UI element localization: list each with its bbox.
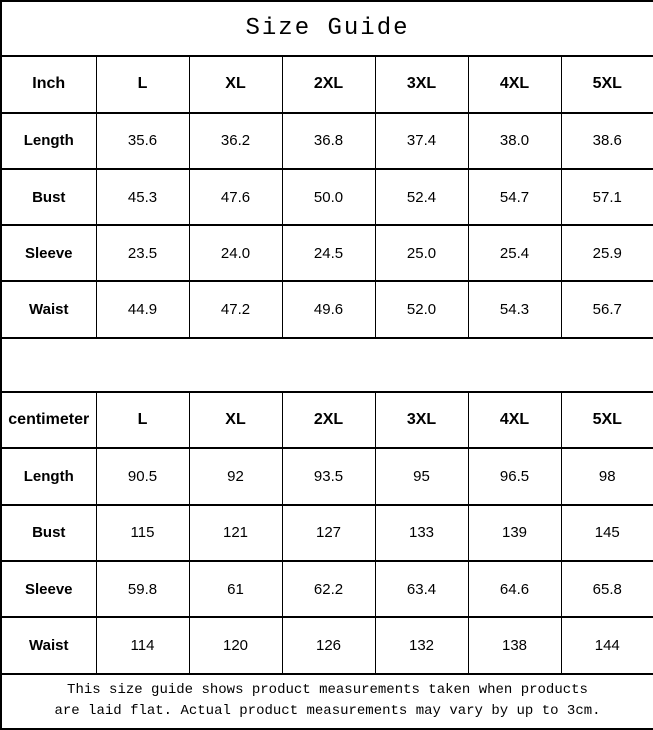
size-cell: 56.7 — [561, 281, 653, 337]
row-label: Length — [1, 448, 96, 504]
table-row — [1, 113, 653, 169]
size-header: 5XL — [561, 56, 653, 112]
table-row — [1, 561, 653, 617]
size-cell: 44.9 — [96, 281, 189, 337]
spacer-cell — [1, 338, 653, 392]
size-cell: 120 — [189, 617, 282, 673]
footer-note — [1, 674, 653, 729]
size-cell: 126 — [282, 617, 375, 673]
size-header: 4XL — [468, 56, 561, 112]
title-row — [1, 1, 653, 56]
cm-header-row — [1, 392, 653, 448]
size-cell: 25.9 — [561, 225, 653, 281]
size-cell: 115 — [96, 505, 189, 561]
size-cell: 52.0 — [375, 281, 468, 337]
size-header: 4XL — [468, 392, 561, 448]
size-header: 2XL — [282, 392, 375, 448]
unit-label-centimeter: centimeter — [1, 392, 96, 448]
table-row — [1, 505, 653, 561]
size-cell: 132 — [375, 617, 468, 673]
size-cell: 121 — [189, 505, 282, 561]
table-row — [1, 225, 653, 281]
footer-row — [1, 674, 653, 729]
size-cell: 63.4 — [375, 561, 468, 617]
size-cell: 138 — [468, 617, 561, 673]
size-cell: 52.4 — [375, 169, 468, 225]
size-cell: 96.5 — [468, 448, 561, 504]
size-cell: 65.8 — [561, 561, 653, 617]
table-row — [1, 448, 653, 504]
size-cell: 49.6 — [282, 281, 375, 337]
size-cell: 25.0 — [375, 225, 468, 281]
size-cell: 98 — [561, 448, 653, 504]
row-label: Sleeve — [1, 561, 96, 617]
row-label: Bust — [1, 505, 96, 561]
size-header: L — [96, 392, 189, 448]
size-cell: 35.6 — [96, 113, 189, 169]
size-cell: 36.2 — [189, 113, 282, 169]
size-cell: 90.5 — [96, 448, 189, 504]
size-cell: 95 — [375, 448, 468, 504]
table-row — [1, 281, 653, 337]
size-cell: 92 — [189, 448, 282, 504]
size-cell: 133 — [375, 505, 468, 561]
spacer-row — [1, 338, 653, 392]
size-header: 3XL — [375, 56, 468, 112]
size-cell: 23.5 — [96, 225, 189, 281]
size-cell: 54.7 — [468, 169, 561, 225]
footer-note-line1: This size guide shows product measurements taken when products — [67, 682, 588, 699]
size-cell: 145 — [561, 505, 653, 561]
size-header: XL — [189, 392, 282, 448]
unit-label-inch: Inch — [1, 56, 96, 112]
row-label: Waist — [1, 281, 96, 337]
size-cell: 61 — [189, 561, 282, 617]
inch-header-row — [1, 56, 653, 112]
size-cell: 57.1 — [561, 169, 653, 225]
row-label: Waist — [1, 617, 96, 673]
row-label: Sleeve — [1, 225, 96, 281]
size-header: XL — [189, 56, 282, 112]
size-cell: 144 — [561, 617, 653, 673]
size-cell: 24.0 — [189, 225, 282, 281]
size-cell: 62.2 — [282, 561, 375, 617]
size-cell: 47.6 — [189, 169, 282, 225]
size-header: 2XL — [282, 56, 375, 112]
size-cell: 38.6 — [561, 113, 653, 169]
size-cell: 114 — [96, 617, 189, 673]
table-row — [1, 169, 653, 225]
footer-note-line2: are laid flat. Actual product measurements may vary by up to 3cm. — [54, 703, 601, 720]
size-cell: 54.3 — [468, 281, 561, 337]
size-cell: 24.5 — [282, 225, 375, 281]
size-cell: 37.4 — [375, 113, 468, 169]
size-cell: 127 — [282, 505, 375, 561]
size-cell: 139 — [468, 505, 561, 561]
page-title: Size Guide — [1, 1, 653, 56]
size-cell: 50.0 — [282, 169, 375, 225]
size-cell: 36.8 — [282, 113, 375, 169]
row-label: Length — [1, 113, 96, 169]
size-cell: 64.6 — [468, 561, 561, 617]
table-row — [1, 617, 653, 673]
row-label: Bust — [1, 169, 96, 225]
size-cell: 45.3 — [96, 169, 189, 225]
size-cell: 25.4 — [468, 225, 561, 281]
size-cell: 59.8 — [96, 561, 189, 617]
size-cell: 47.2 — [189, 281, 282, 337]
size-header: L — [96, 56, 189, 112]
size-header: 5XL — [561, 392, 653, 448]
size-cell: 93.5 — [282, 448, 375, 504]
size-cell: 38.0 — [468, 113, 561, 169]
size-header: 3XL — [375, 392, 468, 448]
